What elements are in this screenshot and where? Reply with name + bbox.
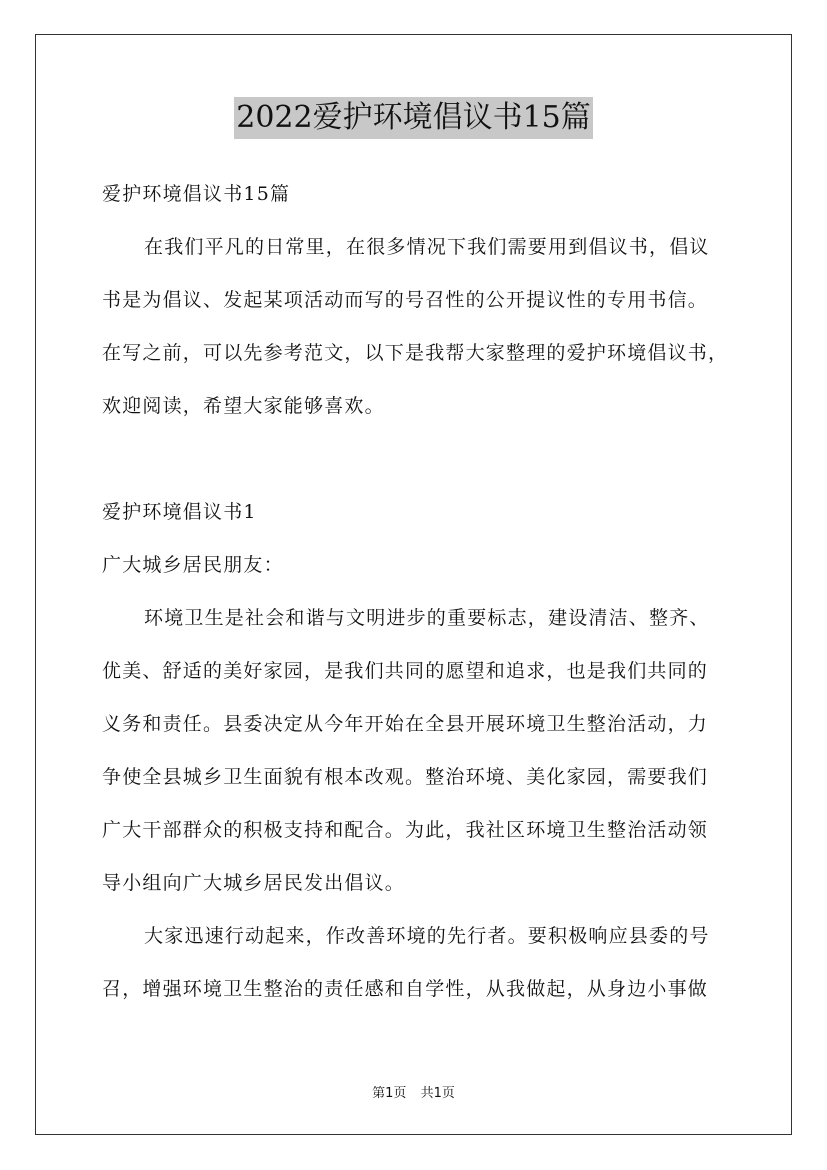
intro-line: 书是为倡议、发起某项活动而写的号召性的公开提议性的专用书信。 (102, 289, 709, 311)
salutation: 广大城乡居民朋友： (102, 554, 284, 576)
page-number: 第1页 (372, 1086, 407, 1101)
paragraph-line: 争使全县城乡卫生面貌有根本改观。整治环境、美化家园，需要我们 (102, 766, 709, 788)
paragraph-gap (102, 438, 742, 491)
paragraph-line: 义务和责任。县委决定从今年开始在全县开展环境卫生整治活动，力 (102, 713, 709, 735)
document-body (102, 173, 742, 1021)
intro-line: 在写之前，可以先参考范文，以下是我帮大家整理的爱护环境倡议书， (102, 342, 729, 364)
paragraph-line: 环境卫生是社会和谐与文明进步的重要标志，建设清洁、整齐、 (144, 607, 710, 629)
intro-line: 欢迎阅读，希望大家能够喜欢。 (102, 395, 385, 417)
paragraph-line: 导小组向广大城乡居民发出倡议。 (102, 872, 406, 894)
paragraph-line: 大家迅速行动起来，作改善环境的先行者。要积极响应县委的号 (144, 925, 710, 947)
paragraph-line: 广大干部群众的积极支持和配合。为此，我社区环境卫生整治活动领 (102, 819, 709, 841)
document-title: 2022爱护环境倡议书15篇 (234, 97, 593, 139)
paragraph-line: 优美、舒适的美好家园，是我们共同的愿望和追求，也是我们共同的 (102, 660, 709, 682)
page-footer (0, 1082, 827, 1101)
document-subtitle: 爱护环境倡议书15篇 (102, 183, 291, 205)
paragraph-line: 召，增强环境卫生整治的责任感和自学性，从我做起，从身边小事做 (102, 978, 709, 1000)
title-container (0, 97, 827, 139)
page-total: 共1页 (420, 1086, 455, 1101)
intro-line: 在我们平凡的日常里，在很多情况下我们需要用到倡议书，倡议 (144, 236, 710, 258)
section-heading: 爱护环境倡议书1 (102, 501, 257, 523)
